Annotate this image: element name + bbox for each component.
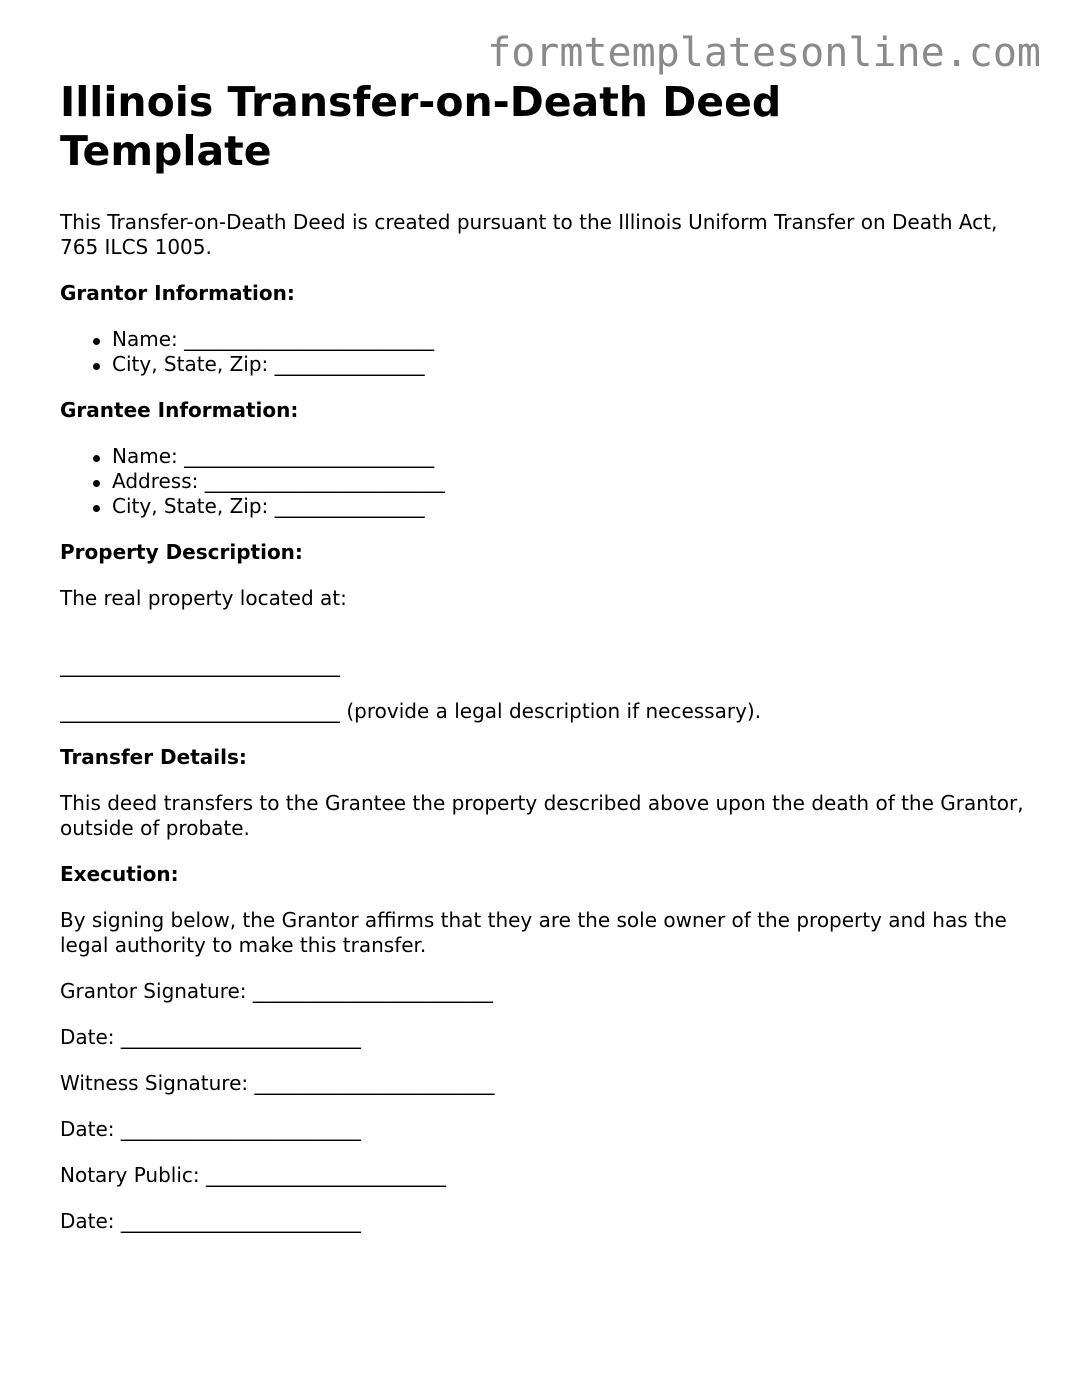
transfer-text: This deed transfers to the Grantee the property described above upon the death of the Grantor, outside of probate. <box>60 791 1024 840</box>
grantor-list <box>60 327 1025 377</box>
grantor-heading: Grantor Information: <box>60 281 295 305</box>
notary-public-field[interactable]: Notary Public: ________________________ <box>60 1163 446 1187</box>
witness-date-field[interactable]: Date: ________________________ <box>60 1117 361 1141</box>
grantor-date-field[interactable]: Date: ________________________ <box>60 1025 361 1049</box>
notary-date-field[interactable]: Date: ________________________ <box>60 1209 361 1233</box>
grantor-city-state-zip-field[interactable]: City, State, Zip: _______________ <box>112 352 1025 377</box>
watermark: formtemplatesonline.com <box>487 30 1041 76</box>
property-lead: The real property located at: <box>60 586 347 610</box>
document-body <box>60 78 1025 1234</box>
execution-text: By signing below, the Grantor affirms that they are the sole owner of the property and has the legal authority to make this transfer. <box>60 908 1007 957</box>
transfer-heading: Transfer Details: <box>60 745 247 769</box>
grantee-list <box>60 444 1025 519</box>
execution-heading: Execution: <box>60 862 179 886</box>
grantor-name-field[interactable]: Name: _________________________ <box>112 327 1025 352</box>
property-address-line-1[interactable]: ____________________________ <box>60 653 340 677</box>
intro-paragraph: This Transfer-on-Death Deed is created pursuant to the Illinois Uniform Transfer on Death Act, 765 ILCS 1005. <box>60 210 998 259</box>
property-address-line-2[interactable]: ____________________________ (provide a legal description if necessary). <box>60 699 762 723</box>
grantee-city-state-zip-field[interactable]: City, State, Zip: _______________ <box>112 494 1025 519</box>
witness-signature-field[interactable]: Witness Signature: ________________________ <box>60 1071 495 1095</box>
grantee-heading: Grantee Information: <box>60 398 299 422</box>
grantee-name-field[interactable]: Name: _________________________ <box>112 444 1025 469</box>
page-title: Illinois Transfer-on-Death Deed Template <box>60 78 782 175</box>
grantor-signature-field[interactable]: Grantor Signature: ________________________ <box>60 979 493 1003</box>
grantee-address-field[interactable]: Address: ________________________ <box>112 469 1025 494</box>
property-heading: Property Description: <box>60 540 303 564</box>
